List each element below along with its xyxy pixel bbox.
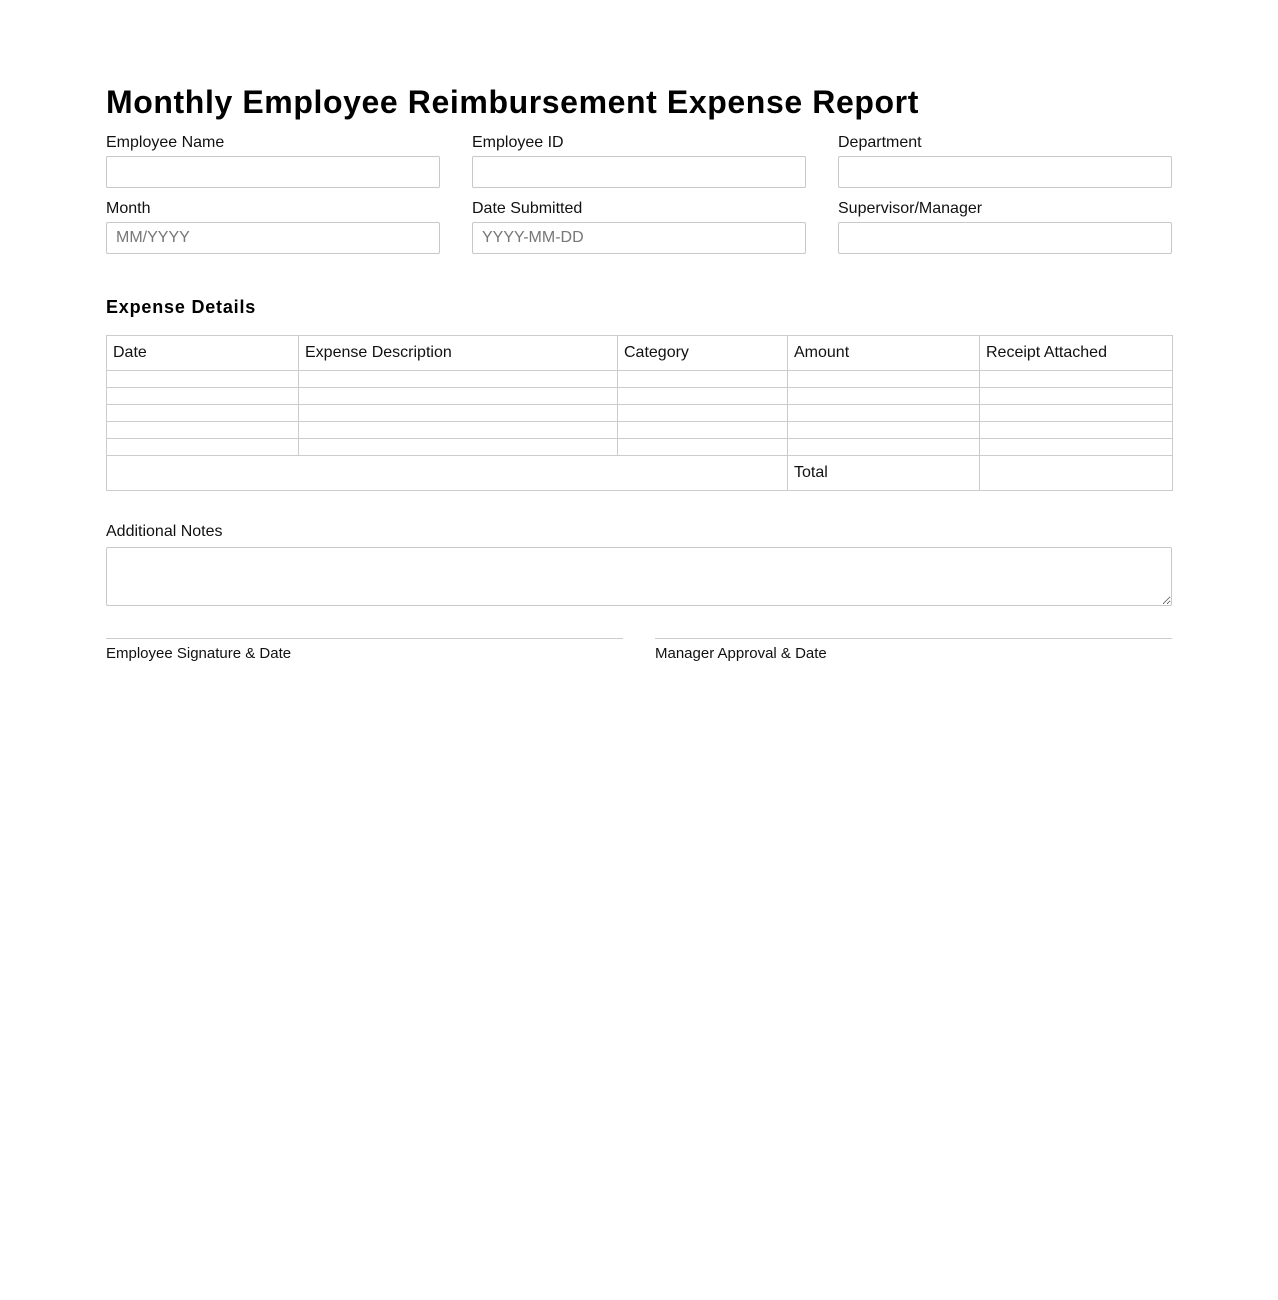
employee-info-grid [106, 134, 1172, 266]
table-row [107, 422, 1173, 439]
date-cell[interactable] [107, 422, 299, 439]
amount-cell[interactable] [788, 388, 980, 405]
supervisor-input[interactable] [838, 222, 1172, 254]
employee-name-label: Employee Name [106, 134, 225, 151]
additional-notes-label: Additional Notes [106, 523, 223, 540]
table-row [107, 388, 1173, 405]
date-cell[interactable] [107, 371, 299, 388]
employee-id-input[interactable] [472, 156, 806, 188]
column-header-description: Expense Description [299, 336, 618, 371]
table-header-row [107, 336, 1173, 371]
receipt-cell[interactable] [980, 439, 1173, 456]
category-cell[interactable] [618, 388, 788, 405]
description-cell[interactable] [299, 371, 618, 388]
expense-details-heading: Expense Details [106, 297, 257, 317]
date-cell[interactable] [107, 439, 299, 456]
amount-cell[interactable] [788, 371, 980, 388]
description-cell[interactable] [299, 422, 618, 439]
date-submitted-label: Date Submitted [472, 200, 583, 217]
category-cell[interactable] [618, 405, 788, 422]
receipt-cell[interactable] [980, 371, 1173, 388]
date-submitted-input[interactable] [472, 222, 806, 254]
table-row [107, 439, 1173, 456]
expense-report-form [106, 80, 1172, 663]
employee-id-label: Employee ID [472, 134, 564, 151]
receipt-cell[interactable] [980, 422, 1173, 439]
department-field-group [838, 134, 1172, 200]
department-label: Department [838, 134, 922, 151]
total-row [107, 456, 1173, 491]
category-cell[interactable] [618, 371, 788, 388]
table-row [107, 371, 1173, 388]
table-row [107, 405, 1173, 422]
column-header-amount: Amount [788, 336, 980, 371]
receipt-cell[interactable] [980, 388, 1173, 405]
column-header-receipt: Receipt Attached [980, 336, 1173, 371]
employee-signature-line: Employee Signature & Date [106, 638, 623, 663]
month-label: Month [106, 200, 151, 217]
supervisor-field-group [838, 200, 1172, 266]
total-value-cell[interactable] [980, 456, 1173, 491]
department-input[interactable] [838, 156, 1172, 188]
description-cell[interactable] [299, 405, 618, 422]
total-label: Total [788, 456, 980, 491]
supervisor-label: Supervisor/Manager [838, 200, 983, 217]
expense-table [106, 335, 1173, 491]
column-header-date: Date [107, 336, 299, 371]
amount-cell[interactable] [788, 405, 980, 422]
additional-notes-textarea[interactable] [106, 547, 1172, 606]
month-input[interactable] [106, 222, 440, 254]
month-field-group [106, 200, 440, 266]
receipt-cell[interactable] [980, 405, 1173, 422]
description-cell[interactable] [299, 388, 618, 405]
date-submitted-field-group [472, 200, 806, 266]
category-cell[interactable] [618, 439, 788, 456]
manager-approval-line: Manager Approval & Date [655, 638, 1172, 663]
signature-section [106, 638, 1172, 663]
description-cell[interactable] [299, 439, 618, 456]
amount-cell[interactable] [788, 439, 980, 456]
page-title: Monthly Employee Reimbursement Expense Report [106, 84, 919, 120]
date-cell[interactable] [107, 388, 299, 405]
employee-name-field-group [106, 134, 440, 200]
category-cell[interactable] [618, 422, 788, 439]
employee-id-field-group [472, 134, 806, 200]
total-spacer-cell [107, 456, 788, 491]
employee-name-input[interactable] [106, 156, 440, 188]
date-cell[interactable] [107, 405, 299, 422]
amount-cell[interactable] [788, 422, 980, 439]
column-header-category: Category [618, 336, 788, 371]
